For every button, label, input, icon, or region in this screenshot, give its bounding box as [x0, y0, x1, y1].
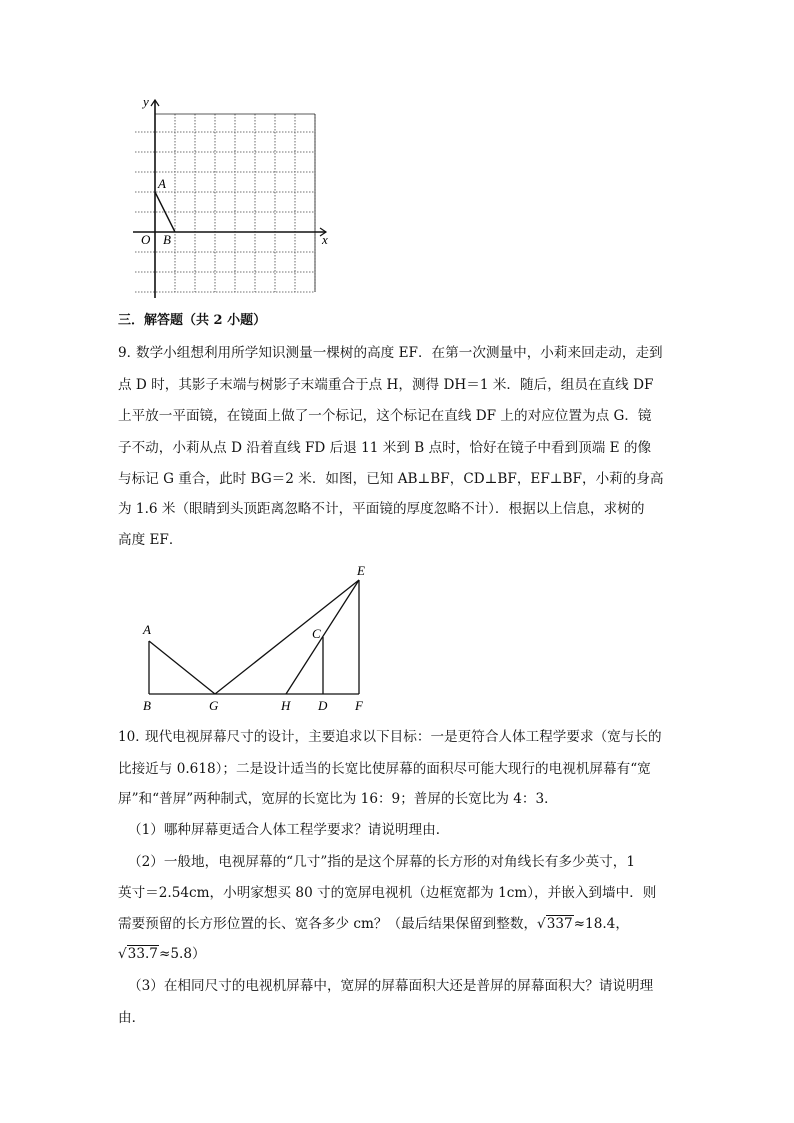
label-f: F: [355, 698, 363, 713]
q9-line-2: 点 D 时，其影子末端与树影子末端重合于点 H，测得 DH＝1 米．随后，组员在直线 DF: [118, 377, 654, 393]
label-d: D: [318, 698, 328, 713]
q10-sub2-line-4: [118, 944, 206, 964]
sqrt-33-7-value: ≈5.8）: [158, 946, 206, 962]
q9-line-4: 子不动，小莉从点 D 沿着直线 FD 后退 11 米到 B 点时，恰好在镜子中看到顶端 E 的像: [118, 440, 652, 456]
q10-sub2-line-1: （2）一般地，电视屏幕的“几寸”指的是这个屏幕的长方形的对角线长有多少英寸，1: [128, 854, 635, 870]
q10-sub3-line-1: （3）在相同尺寸的电视机屏幕中，宽屏的屏幕面积大还是普屏的屏幕面积大？请说明理: [128, 978, 654, 994]
tree-measurement-figure: [135, 560, 385, 715]
section-title: 三．解答题（共 2 小题）: [118, 313, 267, 328]
segment-ge: [215, 580, 359, 694]
point-b-label: B: [163, 232, 171, 247]
label-a: A: [143, 622, 151, 637]
y-axis-label: y: [143, 94, 149, 109]
q10-line-1: 现代电视屏幕尺寸的设计，主要追求以下目标：一是更符合人体工程学要求（宽与长的: [145, 729, 662, 745]
q10-sub2-line-2: 英寸＝2.54cm，小明家想买 80 寸的宽屏电视机（边框宽都为 1cm），并嵌入到墙中．则: [118, 885, 657, 901]
sqrt-33-7: √33.7: [118, 946, 158, 962]
question-10-number: 10．: [118, 729, 149, 745]
question-9-number: 9．: [118, 345, 141, 361]
sqrt-337: √337: [537, 916, 573, 932]
label-h: H: [281, 698, 291, 713]
q10-line-2: 比接近与 0.618）；二是设计适当的长宽比使屏幕的面积尽可能大现行的电视机屏幕有“宽: [118, 761, 651, 777]
q10-sub2-line-3-text: 需要预留的长方形位置的长、宽各多少 cm？（最后结果保留到整数，: [118, 916, 538, 932]
q9-line-1: 数学小组想利用所学知识测量一棵树的高度 EF．在第一次测量中，小莉来回走动，走到: [136, 345, 663, 361]
q9-line-6: 为 1.6 米（眼睛到头顶距离忽略不计，平面镜的厚度忽略不计）．根据以上信息，求树的: [118, 501, 645, 517]
sqrt-33-7-radicand: 33.7: [127, 946, 158, 962]
label-b: B: [143, 698, 151, 713]
q9-line-5: 与标记 G 重合，此时 BG＝2 米．如图，已知 AB⊥BF，CD⊥BF，EF⊥BF，小莉的身高: [118, 471, 664, 487]
sqrt-337-value: ≈18.4，: [573, 916, 629, 932]
q10-sub1: （1）哪种屏幕更适合人体工程学要求？请说明理由．: [128, 822, 450, 838]
grid-lines: [135, 114, 315, 292]
q10-sub2-line-3: [118, 914, 629, 934]
coordinate-grid-figure: [130, 92, 340, 304]
label-e: E: [357, 563, 365, 578]
q10-line-3: 屏”和“普屏”两种制式，宽屏的长宽比为 16：9；普屏的长宽比为 4：3．: [118, 791, 558, 807]
sqrt-337-radicand: 337: [546, 916, 573, 932]
label-g: G: [209, 698, 219, 713]
q10-sub3-line-2: 由．: [118, 1010, 146, 1026]
q9-line-3: 上平放一平面镜，在镜面上做了一个标记，这个标记在直线 DF 上的对应位置为点 G．镜: [118, 408, 652, 424]
origin-label: O: [141, 232, 151, 247]
label-c: C: [312, 626, 321, 641]
q9-line-7: 高度 EF．: [118, 532, 183, 548]
point-a-label: A: [158, 176, 166, 191]
x-axis-label: x: [322, 232, 328, 247]
segment-ag: [149, 641, 215, 694]
